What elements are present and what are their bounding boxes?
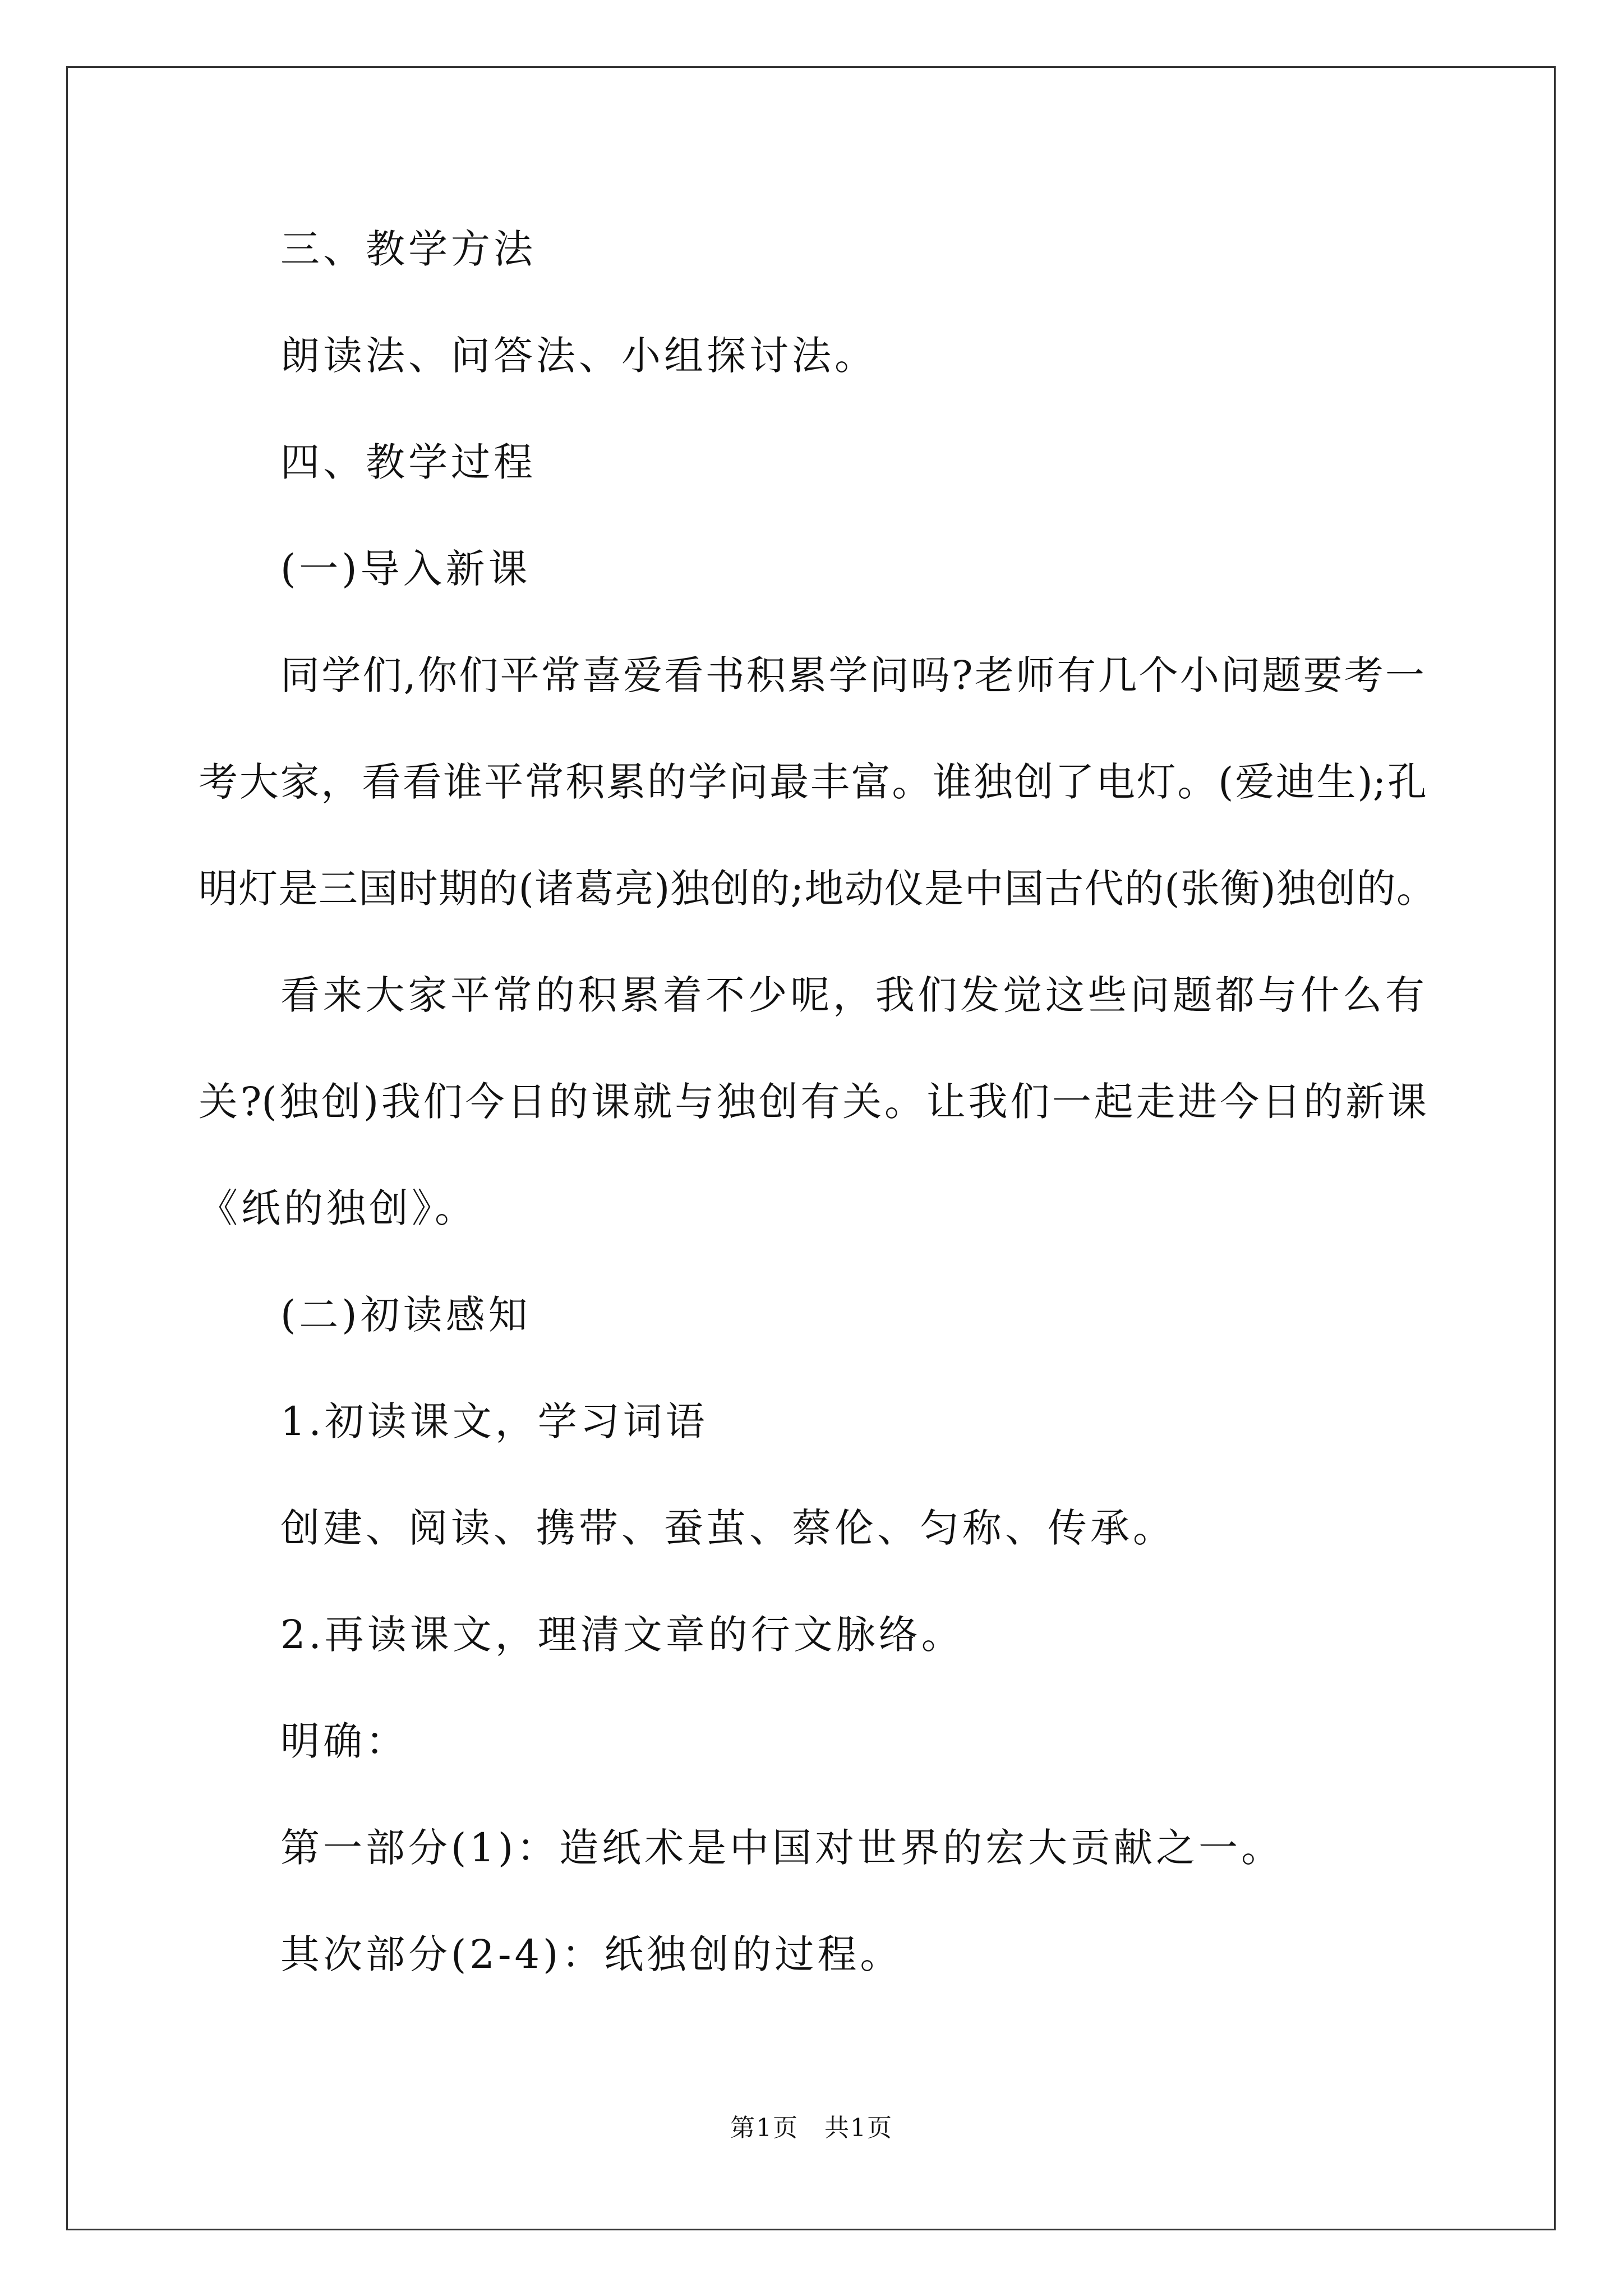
page-number-footer: 第1页 共1页: [730, 2114, 893, 2142]
section-heading-teaching-process: 四、教学过程: [280, 439, 536, 485]
subheading-first-reading: (二)初读感知: [280, 1292, 531, 1338]
paragraph-line: 关?(独创)我们今日的课就与独创有关。让我们一起走进今日的新课: [199, 1079, 1427, 1125]
paragraph-line: 同学们,你们平常喜爱看书积累学问吗?老师有几个小问题要考一: [280, 652, 1424, 698]
outline-part-1: 第一部分(1)：造纸术是中国对世界的宏大贡献之一。: [280, 1825, 1284, 1871]
paragraph-line: 看来大家平常的积累着不少呢，我们发觉这些问题都与什么有: [280, 972, 1424, 1018]
paragraph-line: 考大家，看看谁平常积累的学问最丰富。谁独创了电灯。(爱迪生);孔: [199, 759, 1427, 805]
list-item: 2.再读课文，理清文章的行文脉络。: [280, 1612, 964, 1658]
paragraph-line: 《纸的独创》。: [199, 1185, 477, 1231]
paragraph-methods: 朗读法、问答法、小组探讨法。: [280, 333, 877, 379]
list-item: 1.初读课文，学习词语: [280, 1398, 708, 1444]
section-heading-teaching-methods: 三、教学方法: [280, 226, 536, 272]
subheading-introduction: (一)导入新课: [280, 546, 531, 592]
clarification-label: 明确：: [280, 1718, 408, 1764]
vocabulary-line: 创建、阅读、携带、蚕茧、蔡伦、匀称、传承。: [280, 1505, 1175, 1551]
outline-part-2: 其次部分(2-4)：纸独创的过程。: [280, 1931, 903, 1977]
paragraph-line: 明灯是三国时期的(诸葛亮)独创的;地动仪是中国古代的(张衡)独创的。: [199, 866, 1436, 912]
